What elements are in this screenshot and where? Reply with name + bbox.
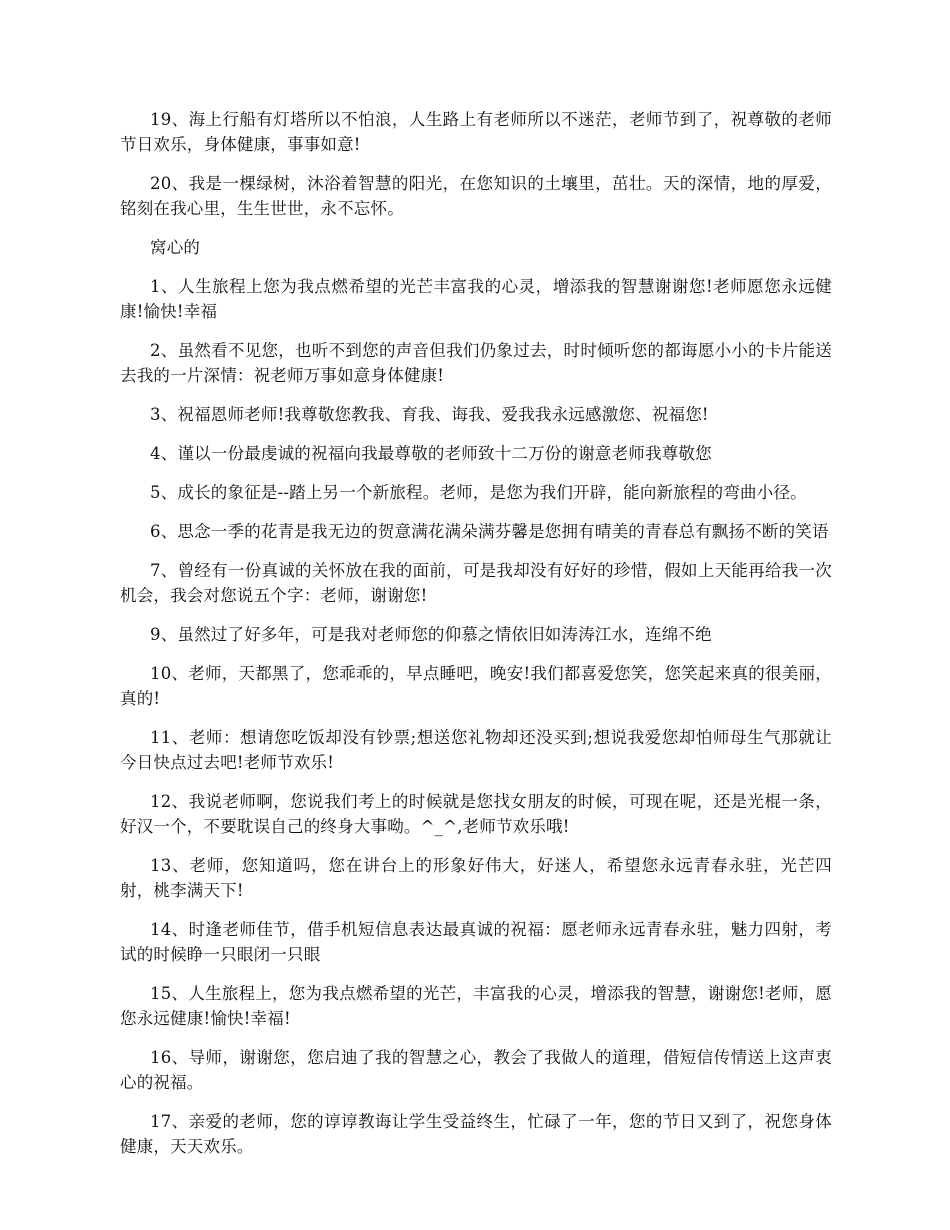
paragraph: 13、老师，您知道吗，您在讲台上的形象好伟大，好迷人，希望您永远青春永驻，光芒四射，桃李满天下! <box>120 856 832 900</box>
section-heading: 窝心的 <box>150 238 201 257</box>
paragraph: 15、人生旅程上，您为我点燃希望的光芒，丰富我的心灵，增添我的智慧，谢谢您!老师，愿您永远健康!愉快!幸福! <box>120 984 832 1028</box>
paragraph: 20、我是一棵绿树，沐浴着智慧的阳光，在您知识的土壤里，茁壮。天的深情，地的厚爱，铭刻在我心里，生生世世，永不忘怀。 <box>120 174 832 218</box>
paragraph: 6、思念一季的花青是我无边的贺意满花满朵满芬馨是您拥有晴美的青春总有飘扬不断的笑语 <box>150 522 829 541</box>
paragraph: 7、曾经有一份真诚的关怀放在我的面前，可是我却没有好好的珍惜，假如上天能再给我一次机会，我会对您说五个字：老师，谢谢您! <box>120 561 832 605</box>
paragraph: 11、老师：想请您吃饭却没有钞票;想送您礼物却还没买到;想说我爱您却怕师母生气那就让今日快点过去吧!老师节欢乐! <box>120 728 832 772</box>
paragraph: 19、海上行船有灯塔所以不怕浪，人生路上有老师所以不迷茫，老师节到了，祝尊敬的老师节日欢乐，身体健康，事事如意! <box>120 110 832 154</box>
document-body <box>120 107 832 1173</box>
paragraph: 12、我说老师啊，您说我们考上的时候就是您找女朋友的时候，可现在呢，还是光棍一条，好汉一个，不要耽误自己的终身大事呦。^_^,老师节欢乐哦! <box>120 792 832 836</box>
paragraph: 16、导师，谢谢您，您启迪了我的智慧之心，教会了我做人的道理，借短信传情送上这声衷心的祝福。 <box>120 1048 832 1092</box>
paragraph: 3、祝福恩师老师!我尊敬您教我、育我、诲我、爱我我永远感激您、祝福您! <box>150 405 709 424</box>
paragraph: 5、成长的象征是--踏上另一个新旅程。老师，是您为我们开辟，能向新旅程的弯曲小径。 <box>150 483 807 502</box>
paragraph: 1、人生旅程上您为我点燃希望的光芒丰富我的心灵，增添我的智慧谢谢您!老师愿您永远健康!愉快!幸福 <box>120 277 832 321</box>
paragraph: 4、谨以一份最虔诚的祝福向我最尊敬的老师致十二万份的谢意老师我尊敬您 <box>150 444 712 463</box>
paragraph: 17、亲爱的老师，您的谆谆教诲让学生受益终生，忙碌了一年，您的节日又到了，祝您身体健康，天天欢乐。 <box>120 1112 832 1156</box>
paragraph: 14、时逢老师佳节，借手机短信息表达最真诚的祝福：愿老师永远青春永驻，魅力四射，考试的时候睁一只眼闭一只眼 <box>120 920 832 964</box>
paragraph: 9、虽然过了好多年，可是我对老师您的仰慕之情依旧如涛涛江水，连绵不绝 <box>150 625 712 644</box>
paragraph: 2、虽然看不见您，也听不到您的声音但我们仍象过去，时时倾听您的都诲愿小小的卡片能送去我的一片深情：祝老师万事如意身体健康! <box>120 341 832 385</box>
paragraph: 10、老师，天都黑了，您乖乖的，早点睡吧，晚安!我们都喜爱您笑，您笑起来真的很美丽，真的! <box>120 664 832 708</box>
